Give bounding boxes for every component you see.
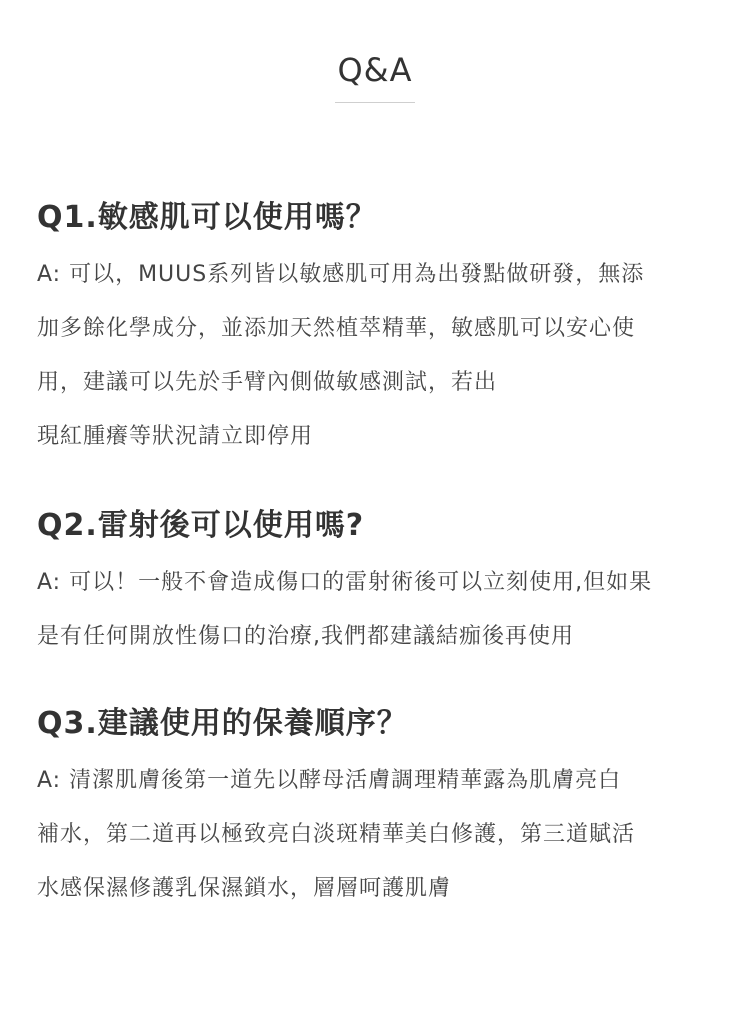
faq-item-2 <box>37 506 737 664</box>
answer-line: A: 可以，MUUS系列皆以敏感肌可用為出發點做研發，無添 <box>37 262 645 287</box>
faq-item-1 <box>37 198 737 464</box>
faq-item-3 <box>37 704 737 916</box>
answer-line: 現紅腫癢等狀況請立即停用 <box>37 424 314 449</box>
answer-line: 是有任何開放性傷口的治療,我們都建議結痂後再使用 <box>37 624 574 649</box>
faq-question-1: Q1.敏感肌可以使用嗎？ <box>37 200 377 235</box>
answer-line: 加多餘化學成分，並添加天然植萃精華，敏感肌可以安心使 <box>37 316 636 341</box>
answer-line: A: 清潔肌膚後第一道先以酵母活膚調理精華露為肌膚亮白 <box>37 768 622 793</box>
faq-question-3: Q3.建議使用的保養順序？ <box>37 706 408 741</box>
faq-question-2: Q2.雷射後可以使用嗎? <box>37 508 365 543</box>
title-divider <box>335 102 415 103</box>
answer-line: 水感保濕修護乳保濕鎖水，層層呵護肌膚 <box>37 876 452 901</box>
page-title: Q&A <box>337 51 413 89</box>
answer-line: A: 可以！一般不會造成傷口的雷射術後可以立刻使用,但如果 <box>37 570 653 595</box>
answer-line: 補水，第二道再以極致亮白淡斑精華美白修護，第三道賦活 <box>37 822 636 847</box>
answer-line: 用，建議可以先於手臂內側做敏感測試，若出 <box>37 370 498 395</box>
faq-answer-2 <box>37 556 737 664</box>
page-header <box>0 48 750 103</box>
faq-answer-1 <box>37 248 737 464</box>
faq-answer-3 <box>37 754 737 916</box>
